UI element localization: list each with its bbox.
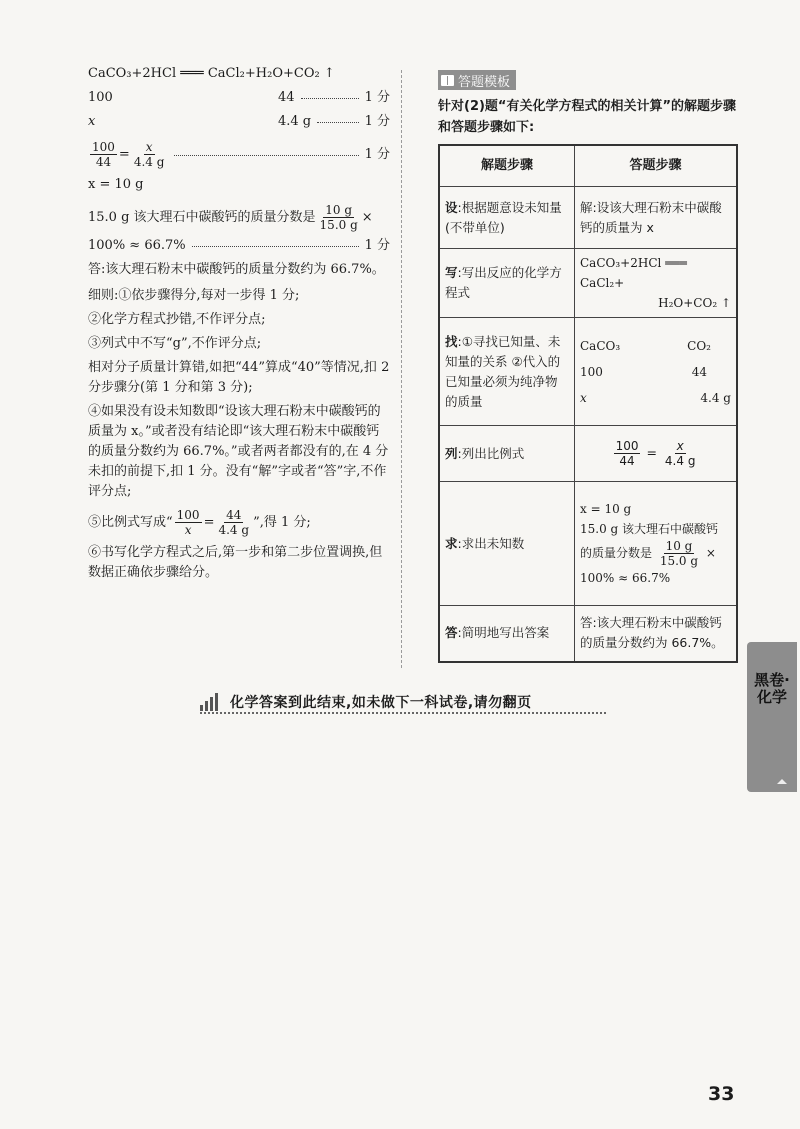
step-cell	[439, 426, 575, 482]
proportion-row	[88, 140, 390, 169]
table-row	[439, 249, 737, 318]
answer-statement: 答:该大理石粉末中碳酸钙的质量分数约为 66.7%。	[88, 262, 385, 277]
dotted-underline	[200, 712, 606, 714]
book-icon	[441, 75, 454, 86]
step-cell	[439, 249, 575, 318]
numerator: 44	[226, 508, 242, 522]
known-row	[580, 388, 731, 408]
fraction	[175, 508, 202, 537]
rule-5-prefix: ⑤比例式写成“	[88, 514, 173, 530]
step-key: 列	[445, 445, 458, 461]
denominator: 4.4 g	[133, 155, 165, 169]
rule-6: ⑥书写化学方程式之后,第一步和第二步位置调换,但数据正确依步骤给分。	[88, 545, 383, 580]
dot-leader	[192, 245, 359, 247]
step-text: :写出反应的化学方程式	[445, 265, 562, 300]
template-badge	[438, 70, 516, 90]
molar-mass-co2: 44	[278, 90, 295, 105]
table-row	[439, 606, 737, 662]
side-tab-label: 黑卷·化学	[754, 671, 790, 706]
percent-result: 100% ≈ 66.7%	[88, 238, 186, 253]
denominator: x	[184, 523, 192, 537]
steps-table	[438, 144, 738, 663]
numerator: 100	[615, 439, 639, 453]
grading-rules	[88, 286, 390, 583]
template-header	[438, 70, 738, 90]
answer-cell: 答:该大理石粉末中碳酸钙的质量分数约为 66.7%。	[575, 606, 738, 662]
end-text: 化学答案到此结束,如未做下一科试卷,请勿翻页	[230, 695, 532, 711]
step-text: :简明地写出答案	[457, 625, 550, 641]
triangle-icon	[777, 779, 787, 784]
step-text: :根据题意设未知量(不带单位)	[445, 199, 562, 235]
badge-label: 答题模板	[458, 74, 511, 90]
table-row	[439, 426, 737, 482]
fraction	[614, 439, 641, 468]
rule-2: ②化学方程式抄错,不作评分点;	[88, 312, 266, 327]
mass-fraction-line	[88, 203, 390, 232]
molar-mass-caco3: 100	[88, 90, 113, 105]
rule-3-detail: 相对分子质量计算错,如把“44”算成“40”等情况,扣 2 分步骤分(第 1 分和第 3 分);	[88, 360, 390, 395]
step-text: :列出比例式	[457, 445, 525, 461]
known-value: 44	[691, 364, 707, 379]
known-value: 4.4 g	[700, 390, 731, 405]
numerator: 10 g	[325, 203, 353, 217]
step-cell	[439, 187, 575, 249]
fraction	[663, 439, 698, 468]
rule-3: ③列式中不写“g”,不作评分点;	[88, 336, 262, 351]
fraction	[658, 539, 700, 568]
calc-line: 15.0 g 该大理石中碳酸钙	[580, 522, 719, 536]
unknown-x: x	[88, 114, 96, 129]
fraction	[132, 140, 167, 169]
reaction-equation: CaCO₃+2HCl ═══ CaCl₂+H₂O+CO₂ ↑	[88, 66, 335, 81]
step-key: 找	[445, 333, 458, 349]
known-row	[580, 336, 731, 356]
known-quantities	[580, 336, 731, 408]
answer-cell: 解:设该大理石粉末中碳酸钙的质量为 x	[575, 187, 738, 249]
equation-line-1: CaCO₃+2HCl ═══ CaCl₂+	[580, 256, 687, 290]
answer-cell	[575, 249, 738, 318]
score-point: 1 分	[364, 146, 390, 162]
step-text: :①寻找已知量、未知量的关系 ②代入的已知量必须为纯净物的质量	[445, 333, 561, 409]
bar-chart-icon	[200, 693, 220, 711]
step-cell	[439, 482, 575, 606]
calc-line	[580, 539, 731, 568]
step-key: 求	[445, 535, 458, 551]
times-sign: ×	[361, 209, 373, 225]
table-header-row	[439, 145, 737, 187]
step-text: :求出未知数	[457, 535, 525, 551]
known-value: 100	[580, 364, 603, 379]
known-label: CO₂	[687, 338, 711, 353]
denominator: 4.4 g	[218, 523, 250, 537]
score-point: 1 分	[364, 114, 390, 129]
step-cell	[439, 318, 575, 426]
fraction	[318, 203, 360, 232]
mass-fraction-text: 15.0 g 该大理石中碳酸钙的质量分数是	[88, 209, 316, 225]
ratio-row-x	[88, 112, 390, 132]
equals-sign: =	[203, 514, 215, 530]
side-tab	[747, 642, 797, 792]
x-result: x = 10 g	[580, 502, 632, 516]
known-label: CaCO₃	[580, 338, 621, 353]
header-solve-steps: 解题步骤	[439, 145, 575, 187]
rule-5	[88, 508, 390, 537]
answer-cell	[575, 482, 738, 606]
co2-mass: 4.4 g	[278, 114, 312, 129]
known-row	[580, 362, 731, 382]
percent-line	[88, 236, 390, 256]
denominator: 4.4 g	[664, 454, 696, 468]
rule-4: ④如果没有设未知数即“设该大理石粉末中碳酸钙的质量为 x。”或者没有结论即“该大理石粉末中碳酸钙的质量分数约为 66.7%。”或者两者都没有的,在 4 分未扣的前提下,扣 1 分。没有“解”字或者“答”字,不作评分点;	[88, 404, 389, 499]
denominator: 15.0 g	[319, 218, 358, 232]
step-key: 设	[445, 199, 458, 215]
page-number: 33	[708, 1083, 735, 1105]
calc-text: 的质量分数是	[580, 546, 653, 560]
answer-template	[438, 70, 738, 663]
rule-1: 细则:①依步骤得分,每对一步得 1 分;	[88, 288, 300, 303]
percent-result: 100% ≈ 66.7%	[580, 571, 671, 585]
equals-sign: =	[646, 445, 657, 460]
numerator: 100	[92, 140, 115, 154]
table-row	[439, 187, 737, 249]
equation-line-2: H₂O+CO₂ ↑	[658, 296, 731, 310]
times-sign: ×	[705, 546, 716, 560]
numerator: x	[145, 140, 153, 154]
denominator: 44	[95, 155, 112, 169]
table-row	[439, 318, 737, 426]
score-point: 1 分	[364, 238, 390, 253]
fraction	[90, 140, 117, 169]
known-value: x	[580, 390, 587, 405]
template-intro: 针对(2)题“有关化学方程式的相关计算”的解题步骤和答题步骤如下:	[438, 99, 737, 135]
answer-cell	[575, 426, 738, 482]
dot-leader	[301, 97, 359, 99]
fraction	[216, 508, 251, 537]
rule-5-suffix: ”,得 1 分;	[253, 514, 311, 530]
ratio-row-100	[88, 88, 390, 108]
dot-leader	[174, 154, 358, 156]
column-divider	[401, 70, 402, 668]
table-row	[439, 482, 737, 606]
step-key: 答	[445, 625, 458, 641]
step-cell	[439, 606, 575, 662]
header-answer-steps: 答题步骤	[575, 145, 738, 187]
answer-cell	[575, 318, 738, 426]
denominator: 44	[619, 454, 635, 468]
end-of-answers-banner	[200, 690, 606, 714]
x-result: x = 10 g	[88, 177, 144, 192]
numerator: 10 g	[665, 539, 693, 553]
dot-leader	[317, 121, 358, 123]
denominator: 15.0 g	[659, 554, 699, 568]
numerator: 100	[176, 508, 200, 522]
numerator: x	[676, 439, 684, 453]
score-point: 1 分	[364, 90, 390, 105]
step-key: 写	[445, 265, 458, 280]
answer-solution	[88, 64, 390, 583]
equals-sign: =	[118, 146, 130, 162]
